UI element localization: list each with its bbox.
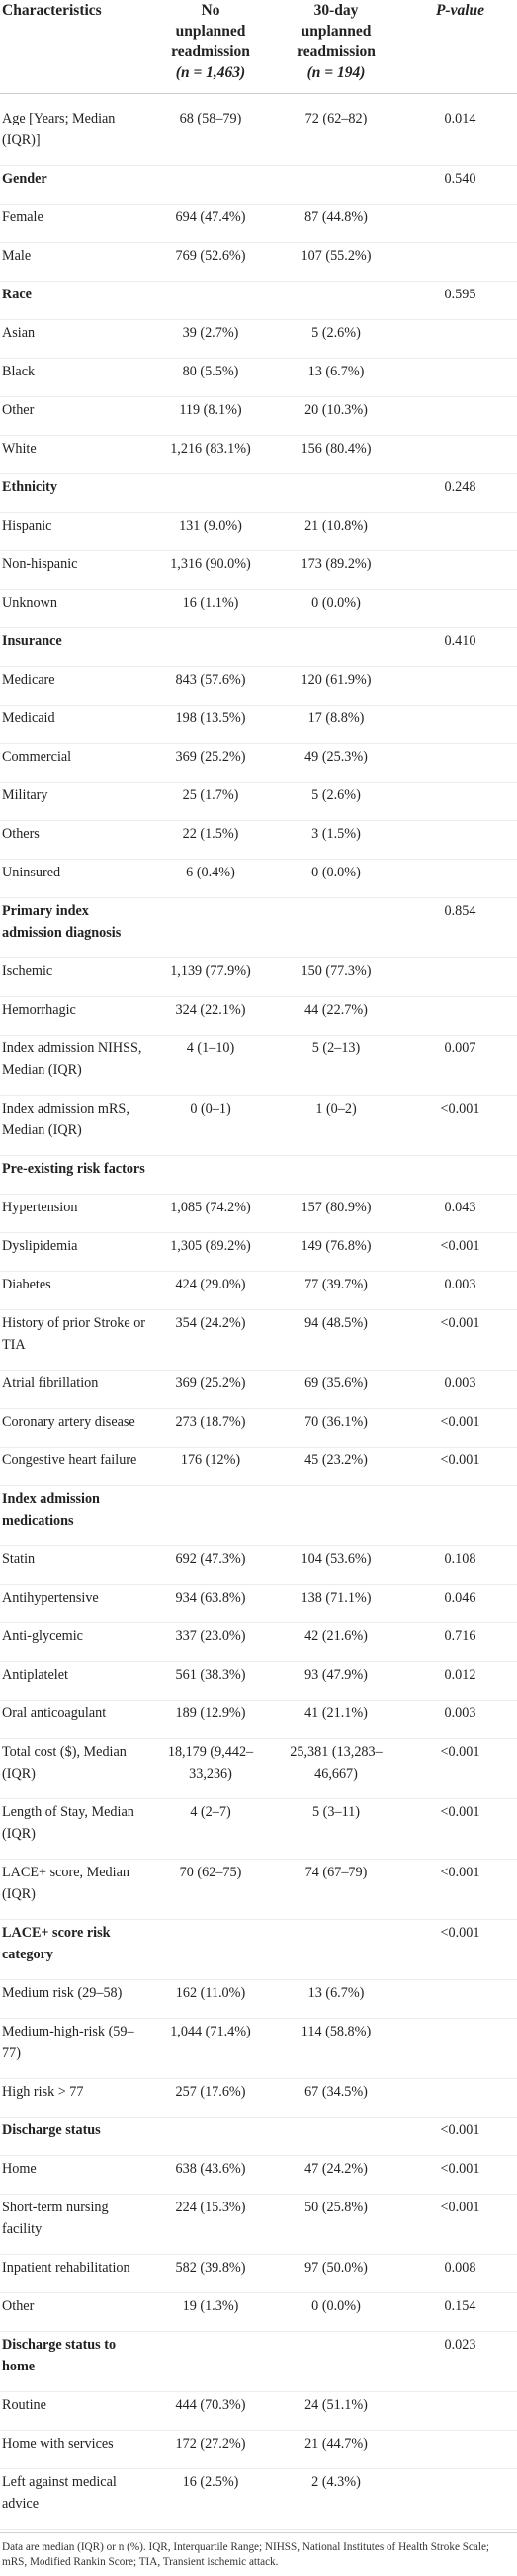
cell-p-value bbox=[403, 706, 517, 744]
table-row bbox=[0, 997, 517, 1036]
cell-30day-readmission: 87 (44.8%) bbox=[304, 209, 368, 225]
header-a-line3: readmission bbox=[171, 43, 250, 60]
cell-30day-readmission: 13 (6.7%) bbox=[307, 364, 365, 379]
row-label: Home bbox=[2, 2161, 37, 2177]
header-30day-readmission bbox=[269, 0, 403, 94]
cell-30day-readmission: 0 (0.0%) bbox=[311, 595, 361, 611]
cell-p-value bbox=[403, 744, 517, 783]
table-row bbox=[0, 590, 517, 628]
cell-30day-readmission: 156 (80.4%) bbox=[301, 441, 372, 457]
row-label: Atrial fibrillation bbox=[2, 1375, 99, 1391]
cell-p-value: <0.001 bbox=[440, 2161, 480, 2177]
header-characteristics: Characteristics bbox=[0, 0, 152, 94]
cell-p-value: 0.716 bbox=[444, 1628, 476, 1644]
cell-p-value: 0.003 bbox=[444, 1277, 476, 1292]
cell-no-readmission bbox=[152, 1920, 269, 1980]
table-row bbox=[0, 821, 517, 860]
table-row bbox=[0, 359, 517, 397]
row-label: History of prior Stroke or TIA bbox=[2, 1315, 146, 1353]
cell-30day-readmission bbox=[269, 2332, 403, 2392]
cell-30day-readmission: 97 (50.0%) bbox=[304, 2260, 368, 2276]
cell-30day-readmission: 45 (23.2%) bbox=[304, 1453, 368, 1468]
cell-30day-readmission: 20 (10.3%) bbox=[304, 402, 368, 418]
row-label: Home with services bbox=[2, 2436, 114, 2451]
cell-p-value bbox=[403, 667, 517, 706]
cell-30day-readmission: 0 (0.0%) bbox=[311, 865, 361, 880]
row-label: Others bbox=[2, 826, 40, 842]
cell-no-readmission bbox=[152, 628, 269, 667]
cell-no-readmission: 131 (9.0%) bbox=[179, 518, 242, 534]
row-label: Length of Stay, Median (IQR) bbox=[2, 1804, 134, 1842]
cell-p-value bbox=[403, 958, 517, 997]
cell-no-readmission: 424 (29.0%) bbox=[175, 1277, 246, 1292]
row-label: Anti-glycemic bbox=[2, 1628, 83, 1644]
cell-no-readmission: 18,179 (9,442–33,236) bbox=[167, 1744, 254, 1782]
cell-no-readmission bbox=[152, 1486, 269, 1546]
cell-30day-readmission: 150 (77.3%) bbox=[301, 963, 372, 979]
header-b-line1: 30-day bbox=[313, 2, 359, 19]
cell-30day-readmission: 107 (55.2%) bbox=[301, 248, 372, 264]
cell-no-readmission: 6 (0.4%) bbox=[186, 865, 235, 880]
cell-p-value: 0.023 bbox=[444, 2337, 476, 2353]
cell-no-readmission bbox=[152, 1156, 269, 1195]
cell-no-readmission: 68 (58–79) bbox=[179, 111, 242, 126]
row-label: Inpatient rehabilitation bbox=[2, 2260, 130, 2276]
section-row bbox=[0, 628, 517, 667]
cell-no-readmission bbox=[152, 282, 269, 320]
cell-30day-readmission: 47 (24.2%) bbox=[304, 2161, 368, 2177]
row-label: Other bbox=[2, 402, 35, 418]
section-row bbox=[0, 282, 517, 320]
cell-no-readmission: 1,316 (90.0%) bbox=[170, 556, 251, 572]
row-label: Medium risk (29–58) bbox=[2, 1985, 123, 2001]
cell-no-readmission: 694 (47.4%) bbox=[175, 209, 246, 225]
row-label: Other bbox=[2, 2298, 35, 2314]
table-row bbox=[0, 2431, 517, 2469]
section-row bbox=[0, 1156, 517, 1195]
table-row bbox=[0, 2079, 517, 2118]
cell-no-readmission: 119 (8.1%) bbox=[179, 402, 242, 418]
section-row bbox=[0, 1920, 517, 1980]
table-row bbox=[0, 94, 517, 166]
table-row bbox=[0, 1860, 517, 1920]
row-label: Left against medical advice bbox=[2, 2474, 117, 2512]
table-row bbox=[0, 706, 517, 744]
row-label: Antihypertensive bbox=[2, 1590, 99, 1606]
header-a-n: (n = 1,463) bbox=[175, 64, 246, 81]
table-row bbox=[0, 1448, 517, 1486]
cell-p-value bbox=[403, 551, 517, 590]
cell-p-value: 0.108 bbox=[444, 1551, 476, 1567]
table-row bbox=[0, 2469, 517, 2530]
header-p-value: P-value bbox=[403, 0, 517, 94]
cell-no-readmission: 70 (62–75) bbox=[179, 1865, 242, 1880]
cell-30day-readmission: 21 (10.8%) bbox=[304, 518, 368, 534]
cell-30day-readmission bbox=[269, 2118, 403, 2156]
cell-p-value: 0.012 bbox=[444, 1667, 476, 1683]
cell-30day-readmission: 94 (48.5%) bbox=[304, 1315, 368, 1331]
cell-30day-readmission: 0 (0.0%) bbox=[311, 2298, 361, 2314]
table-row bbox=[0, 1036, 517, 1096]
cell-30day-readmission: 74 (67–79) bbox=[304, 1865, 368, 1880]
table-row bbox=[0, 2156, 517, 2195]
header-b-n: (n = 194) bbox=[306, 64, 366, 81]
cell-no-readmission: 22 (1.5%) bbox=[182, 826, 239, 842]
row-label: Total cost ($), Median (IQR) bbox=[2, 1744, 127, 1782]
row-label: White bbox=[2, 441, 37, 457]
cell-30day-readmission: 25,381 (13,283–46,667) bbox=[290, 1744, 383, 1782]
cell-30day-readmission: 24 (51.1%) bbox=[304, 2397, 368, 2413]
cell-p-value: 0.007 bbox=[444, 1040, 476, 1056]
table-row bbox=[0, 1195, 517, 1233]
cell-30day-readmission: 21 (44.7%) bbox=[304, 2436, 368, 2451]
table-row bbox=[0, 1310, 517, 1371]
cell-no-readmission: 354 (24.2%) bbox=[175, 1315, 246, 1331]
cell-no-readmission: 1,044 (71.4%) bbox=[170, 2024, 251, 2039]
row-label: Discharge status to home bbox=[2, 2337, 117, 2374]
row-label: Primary index admission diagnosis bbox=[2, 903, 122, 941]
cell-30day-readmission: 5 (2.6%) bbox=[311, 788, 361, 803]
row-label: Unknown bbox=[2, 595, 57, 611]
cell-p-value bbox=[403, 2431, 517, 2469]
table-row bbox=[0, 2392, 517, 2431]
cell-no-readmission: 257 (17.6%) bbox=[175, 2084, 246, 2100]
cell-no-readmission: 189 (12.9%) bbox=[175, 1705, 246, 1721]
cell-30day-readmission: 173 (89.2%) bbox=[301, 556, 372, 572]
row-label: Asian bbox=[2, 325, 36, 341]
row-label: Race bbox=[2, 287, 32, 302]
table-header-row bbox=[0, 0, 517, 94]
cell-no-readmission: 369 (25.2%) bbox=[175, 749, 246, 765]
cell-no-readmission: 934 (63.8%) bbox=[175, 1590, 246, 1606]
cell-30day-readmission: 157 (80.9%) bbox=[301, 1200, 372, 1215]
cell-no-readmission: 0 (0–1) bbox=[190, 1101, 231, 1117]
cell-no-readmission bbox=[152, 2118, 269, 2156]
row-label: Dyslipidemia bbox=[2, 1238, 78, 1254]
row-label: Medicare bbox=[2, 672, 55, 688]
row-label: Statin bbox=[2, 1551, 36, 1567]
table-row bbox=[0, 1233, 517, 1272]
table-row bbox=[0, 1980, 517, 2019]
row-label: High risk > 77 bbox=[2, 2084, 84, 2100]
cell-p-value: <0.001 bbox=[440, 2122, 480, 2138]
cell-no-readmission: 4 (1–10) bbox=[186, 1040, 235, 1056]
table-row bbox=[0, 1096, 517, 1156]
cell-no-readmission: 16 (2.5%) bbox=[182, 2474, 239, 2490]
cell-no-readmission: 369 (25.2%) bbox=[175, 1375, 246, 1391]
cell-p-value bbox=[403, 243, 517, 282]
cell-p-value bbox=[403, 320, 517, 359]
table-row bbox=[0, 1546, 517, 1585]
cell-30day-readmission: 42 (21.6%) bbox=[304, 1628, 368, 1644]
header-a-line2: unplanned bbox=[175, 23, 246, 40]
cell-no-readmission: 444 (70.3%) bbox=[175, 2397, 246, 2413]
cell-p-value: 0.595 bbox=[444, 287, 476, 302]
row-label: Commercial bbox=[2, 749, 72, 765]
section-row bbox=[0, 1486, 517, 1546]
cell-no-readmission: 843 (57.6%) bbox=[175, 672, 246, 688]
cell-30day-readmission: 93 (47.9%) bbox=[304, 1667, 368, 1683]
table-row bbox=[0, 2019, 517, 2079]
row-label: LACE+ score risk category bbox=[2, 1925, 111, 1962]
table-row bbox=[0, 1409, 517, 1448]
table-footnote: Data are median (IQR) or n (%). IQR, Interquartile Range; NIHSS, National Institutes of Health Stroke Scale; mRS, Modified Rankin Score; TIA, Transient ischemic attack. bbox=[0, 2532, 517, 2570]
cell-no-readmission: 582 (39.8%) bbox=[175, 2260, 246, 2276]
row-label: Index admission mRS, Median (IQR) bbox=[2, 1101, 129, 1138]
row-label: Diabetes bbox=[2, 1277, 51, 1292]
table-row bbox=[0, 2195, 517, 2255]
row-label: Hemorrhagic bbox=[2, 1002, 76, 1018]
cell-p-value: 0.003 bbox=[444, 1705, 476, 1721]
cell-no-readmission: 324 (22.1%) bbox=[175, 1002, 246, 1018]
row-label: Uninsured bbox=[2, 865, 61, 880]
cell-p-value bbox=[403, 997, 517, 1036]
table-row bbox=[0, 1739, 517, 1799]
cell-p-value bbox=[403, 1980, 517, 2019]
cell-no-readmission: 1,305 (89.2%) bbox=[170, 1238, 251, 1254]
cell-p-value: <0.001 bbox=[440, 1101, 480, 1117]
cell-no-readmission: 1,216 (83.1%) bbox=[170, 441, 251, 457]
cell-p-value bbox=[403, 2079, 517, 2118]
cell-30day-readmission: 114 (58.8%) bbox=[301, 2024, 372, 2039]
cell-no-readmission: 692 (47.3%) bbox=[175, 1551, 246, 1567]
cell-p-value: <0.001 bbox=[440, 2200, 480, 2215]
cell-p-value: 0.008 bbox=[444, 2260, 476, 2276]
row-label: Routine bbox=[2, 2397, 46, 2413]
cell-30day-readmission bbox=[269, 898, 403, 958]
table-row bbox=[0, 2255, 517, 2293]
cell-p-value: <0.001 bbox=[440, 1925, 480, 1941]
cell-30day-readmission: 49 (25.3%) bbox=[304, 749, 368, 765]
cell-30day-readmission: 67 (34.5%) bbox=[304, 2084, 368, 2100]
row-label: LACE+ score, Median (IQR) bbox=[2, 1865, 129, 1902]
row-label: Insurance bbox=[2, 633, 62, 649]
cell-p-value: <0.001 bbox=[440, 1744, 480, 1760]
cell-30day-readmission: 77 (39.7%) bbox=[304, 1277, 368, 1292]
table-row bbox=[0, 1272, 517, 1310]
cell-30day-readmission bbox=[269, 166, 403, 205]
cell-30day-readmission: 5 (3–11) bbox=[312, 1804, 360, 1820]
header-b-line3: readmission bbox=[297, 43, 376, 60]
cell-30day-readmission: 70 (36.1%) bbox=[304, 1414, 368, 1430]
cell-p-value bbox=[403, 821, 517, 860]
row-label: Discharge status bbox=[2, 2122, 101, 2138]
row-label: Medium-high-risk (59–77) bbox=[2, 2024, 134, 2061]
cell-30day-readmission: 2 (4.3%) bbox=[311, 2474, 361, 2490]
table-row bbox=[0, 320, 517, 359]
table-row bbox=[0, 958, 517, 997]
cell-p-value bbox=[403, 205, 517, 243]
row-label: Non-hispanic bbox=[2, 556, 78, 572]
row-label: Oral anticoagulant bbox=[2, 1705, 107, 1721]
row-label: Hispanic bbox=[2, 518, 52, 534]
cell-30day-readmission: 13 (6.7%) bbox=[307, 1985, 365, 2001]
cell-p-value: 0.540 bbox=[444, 171, 476, 187]
table-row bbox=[0, 551, 517, 590]
cell-30day-readmission: 120 (61.9%) bbox=[301, 672, 372, 688]
table-row bbox=[0, 667, 517, 706]
row-label: Gender bbox=[2, 171, 47, 187]
header-no-readmission bbox=[152, 0, 269, 94]
cell-p-value: <0.001 bbox=[440, 1804, 480, 1820]
cell-p-value bbox=[403, 436, 517, 474]
cell-30day-readmission: 104 (53.6%) bbox=[301, 1551, 372, 1567]
table-row bbox=[0, 860, 517, 898]
cell-no-readmission: 224 (15.3%) bbox=[175, 2200, 246, 2215]
table-row bbox=[0, 205, 517, 243]
cell-p-value: 0.854 bbox=[444, 903, 476, 919]
table-row bbox=[0, 1371, 517, 1409]
cell-p-value bbox=[403, 590, 517, 628]
row-label: Index admission medications bbox=[2, 1491, 100, 1529]
cell-30day-readmission: 41 (21.1%) bbox=[304, 1705, 368, 1721]
row-label: Short-term nursing facility bbox=[2, 2200, 109, 2237]
cell-30day-readmission: 72 (62–82) bbox=[304, 111, 368, 126]
cell-no-readmission bbox=[152, 2332, 269, 2392]
cell-p-value: 0.248 bbox=[444, 479, 476, 495]
cell-no-readmission: 25 (1.7%) bbox=[182, 788, 239, 803]
table-row bbox=[0, 744, 517, 783]
cell-30day-readmission bbox=[269, 282, 403, 320]
table-row bbox=[0, 436, 517, 474]
section-row bbox=[0, 2332, 517, 2392]
table-row bbox=[0, 397, 517, 436]
cell-no-readmission: 1,139 (77.9%) bbox=[170, 963, 251, 979]
header-b-line2: unplanned bbox=[301, 23, 372, 40]
cell-no-readmission: 176 (12%) bbox=[180, 1453, 241, 1468]
cell-p-value bbox=[403, 2392, 517, 2431]
table-row bbox=[0, 2293, 517, 2332]
table-row bbox=[0, 243, 517, 282]
cell-no-readmission: 19 (1.3%) bbox=[182, 2298, 239, 2314]
cell-30day-readmission: 5 (2–13) bbox=[311, 1040, 361, 1056]
cell-30day-readmission: 149 (76.8%) bbox=[301, 1238, 372, 1254]
cell-p-value: <0.001 bbox=[440, 1865, 480, 1880]
cell-no-readmission bbox=[152, 898, 269, 958]
cell-p-value: <0.001 bbox=[440, 1238, 480, 1254]
cell-p-value bbox=[403, 2019, 517, 2079]
cell-p-value bbox=[403, 1156, 517, 1195]
cell-no-readmission: 172 (27.2%) bbox=[175, 2436, 246, 2451]
cell-no-readmission: 16 (1.1%) bbox=[182, 595, 239, 611]
table-row bbox=[0, 513, 517, 551]
cell-30day-readmission: 50 (25.8%) bbox=[304, 2200, 368, 2215]
row-label: Hypertension bbox=[2, 1200, 78, 1215]
cell-p-value bbox=[403, 397, 517, 436]
cell-p-value: <0.001 bbox=[440, 1414, 480, 1430]
cell-30day-readmission bbox=[269, 1486, 403, 1546]
cell-p-value bbox=[403, 860, 517, 898]
cell-30day-readmission: 3 (1.5%) bbox=[311, 826, 361, 842]
cell-p-value: <0.001 bbox=[440, 1315, 480, 1331]
cell-no-readmission: 638 (43.6%) bbox=[175, 2161, 246, 2177]
cell-p-value: 0.003 bbox=[444, 1375, 476, 1391]
table-row bbox=[0, 1623, 517, 1662]
section-row bbox=[0, 166, 517, 205]
table-row bbox=[0, 1662, 517, 1701]
cell-30day-readmission: 69 (35.6%) bbox=[304, 1375, 368, 1391]
cell-30day-readmission: 1 (0–2) bbox=[315, 1101, 357, 1117]
cell-30day-readmission bbox=[269, 474, 403, 513]
cell-p-value: 0.014 bbox=[444, 111, 476, 126]
cell-p-value bbox=[403, 783, 517, 821]
header-a-line1: No bbox=[201, 2, 220, 19]
section-row bbox=[0, 474, 517, 513]
cell-p-value: 0.043 bbox=[444, 1200, 476, 1215]
row-label: Male bbox=[2, 248, 32, 264]
cell-p-value bbox=[403, 513, 517, 551]
table-row bbox=[0, 1701, 517, 1739]
cell-p-value: 0.410 bbox=[444, 633, 476, 649]
cell-no-readmission: 273 (18.7%) bbox=[175, 1414, 246, 1430]
cell-no-readmission: 769 (52.6%) bbox=[175, 248, 246, 264]
cell-no-readmission: 337 (23.0%) bbox=[175, 1628, 246, 1644]
cell-no-readmission: 561 (38.3%) bbox=[175, 1667, 246, 1683]
cell-no-readmission: 198 (13.5%) bbox=[175, 710, 246, 726]
cell-no-readmission bbox=[152, 474, 269, 513]
row-label: Black bbox=[2, 364, 36, 379]
row-label: Ischemic bbox=[2, 963, 53, 979]
table-row bbox=[0, 783, 517, 821]
row-label: Pre-existing risk factors bbox=[2, 1161, 145, 1177]
cell-30day-readmission bbox=[269, 1920, 403, 1980]
cell-no-readmission bbox=[152, 166, 269, 205]
row-label: Congestive heart failure bbox=[2, 1453, 137, 1468]
cell-30day-readmission: 5 (2.6%) bbox=[311, 325, 361, 341]
cell-p-value bbox=[403, 359, 517, 397]
cell-p-value: <0.001 bbox=[440, 1453, 480, 1468]
cell-no-readmission: 80 (5.5%) bbox=[182, 364, 239, 379]
row-label: Ethnicity bbox=[2, 479, 57, 495]
table-row bbox=[0, 1585, 517, 1623]
row-label: Antiplatelet bbox=[2, 1667, 68, 1683]
row-label: Medicaid bbox=[2, 710, 55, 726]
cell-30day-readmission: 44 (22.7%) bbox=[304, 1002, 368, 1018]
cell-30day-readmission bbox=[269, 1156, 403, 1195]
cell-no-readmission: 1,085 (74.2%) bbox=[170, 1200, 251, 1215]
cell-p-value bbox=[403, 1486, 517, 1546]
row-label: Military bbox=[2, 788, 48, 803]
cell-p-value bbox=[403, 2469, 517, 2530]
section-row bbox=[0, 898, 517, 958]
table-body bbox=[0, 94, 517, 2530]
row-label: Female bbox=[2, 209, 43, 225]
row-label: Index admission NIHSS, Median (IQR) bbox=[2, 1040, 142, 1078]
cell-30day-readmission bbox=[269, 628, 403, 667]
row-label: Coronary artery disease bbox=[2, 1414, 135, 1430]
row-label: Age [Years; Median (IQR)] bbox=[2, 111, 116, 148]
cell-30day-readmission: 17 (8.8%) bbox=[307, 710, 365, 726]
cell-30day-readmission: 138 (71.1%) bbox=[301, 1590, 372, 1606]
cell-no-readmission: 4 (2–7) bbox=[190, 1804, 231, 1820]
section-row bbox=[0, 2118, 517, 2156]
cell-no-readmission: 162 (11.0%) bbox=[175, 1985, 246, 2001]
cell-no-readmission: 39 (2.7%) bbox=[182, 325, 239, 341]
cell-p-value: 0.154 bbox=[444, 2298, 476, 2314]
cell-p-value: 0.046 bbox=[444, 1590, 476, 1606]
table-row bbox=[0, 1799, 517, 1860]
